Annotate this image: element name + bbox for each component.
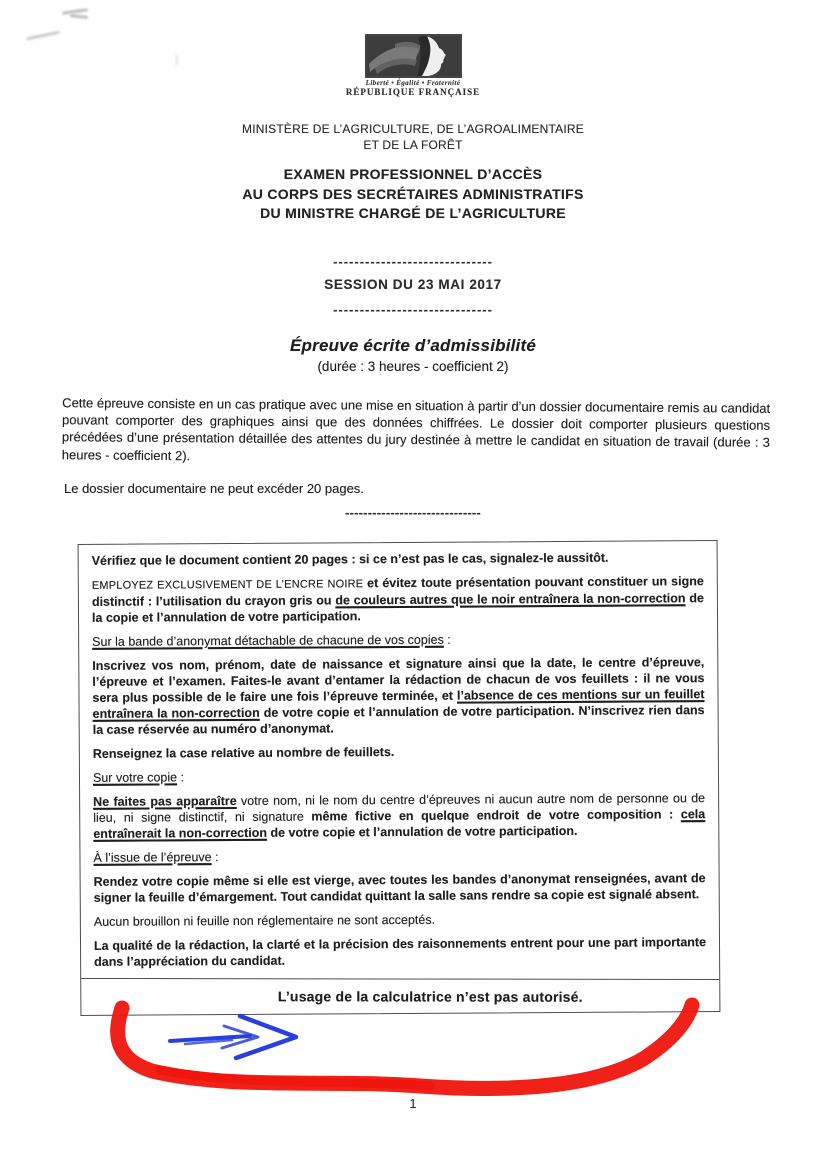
calculator-note: L’usage de la calculatrice n’est pas autorisé. [277,988,583,1005]
instruction-paragraph: Rendez votre copie même si elle est vierge, avec toutes les bandes d’anonymat renseignées, avant de signer la feuille d’émargement. Tout candidat quittant la salle sans rendre sa copie est signalé absent. [93,871,706,905]
exam-subject-title: Épreuve écrite d’admissibilité [290,336,536,355]
red-underline-marker [118,1005,692,1088]
exam-title [0,165,826,224]
instruction-paragraph: Ne faites pas apparaître votre nom, ni le nom du centre d’épreuves ni aucun autre nom de personne ou de lieu, ni signe distinctif, ni signature même fictive en quelque endroit de votre composition : cela entraînerait la non-correction de votre copie et l’annulation de votre participation. [93,791,706,841]
smudge-mark [70,14,88,19]
instruction-paragraph: Inscrivez vos nom, prénom, date de naissance et signature ainsi que la date, le centre d’épreuve, l’épreuve et l’examen. Faites-le avant d’entamer la rédaction de chacun de vos feuillets : il ne vous sera plus possible de le faire une fois l’épreuve terminée, et l’absence de ces mentions sur un feuillet entraînera la non-correction de votre copie et l’annulation de votre participation. N’inscrivez rien dans la case réservée au numéro d’anonymat. [92,655,705,737]
exam-duration: (durée : 3 heures - coefficient 2) [317,359,509,374]
session-title: SESSION DU 23 MAI 2017 [324,277,502,292]
calculator-note-row [81,978,719,1014]
ministry-line-1: MINISTÈRE DE L’AGRICULTURE, DE L’AGROALIMENTAIRE [242,122,584,136]
instruction-paragraph: Aucun brouillon ni feuille non réglementaire ne sont acceptés. [93,912,436,929]
republique-francaise-logo [0,34,826,97]
separator-dashes: ------------------------------ [345,505,481,520]
intro-paragraph: Cette épreuve consiste en un cas pratique avec une mise en situation à partir d’un dossier documentaire remis au candidat pouvant comporter des graphiques ainsi que des données chiffrées. Le dossier doit comporter plusieurs questions précédées d’une présentation détaillée des attentes du jury destinée à mettre le candidat en situation de travail (durée : 3 heures - coefficient 2). [61,395,771,463]
marianne-logo-icon [365,34,462,78]
instruction-paragraph: À l’issue de l’épreuve : [93,850,219,865]
ministry-line-2: ET DE LA FORÊT [363,137,463,152]
exam-title-line-2: AU CORPS DES SECRÉTAIRES ADMINISTRATIFS [242,185,584,202]
red-underline-marker-thickening [160,1070,430,1086]
instruction-paragraph: Vérifiez que le document contient 20 pages : si ce n’est pas le cas, signalez-le aussitôt. [91,550,609,568]
page-number: 1 [409,1096,417,1111]
exam-title-line-3: DU MINISTRE CHARGÉ DE L’AGRICULTURE [260,205,566,221]
instruction-paragraph: Sur votre copie : [92,770,185,785]
logo-motto: Liberté • Égalité • Fraternité [365,79,461,87]
separator-dashes: ------------------------------ [333,254,493,269]
logo-republic-text: RÉPUBLIQUE FRANÇAISE [345,87,481,97]
separator-dashes: ------------------------------ [333,302,493,317]
instruction-paragraph: Renseignez la case relative au nombre de feuillets. [92,745,395,761]
page-limit-note: Le dossier documentaire ne peut excéder 20 pages. [64,481,364,496]
instructions-box [78,540,721,1016]
exam-title-line-1: EXAMEN PROFESSIONNEL D’ACCÈS [283,166,543,182]
instruction-paragraph: Sur la bande d’anonymat détachable de chacune de vos copies : [92,632,451,649]
instruction-paragraph: EMPLOYEZ EXCLUSIVEMENT DE L’ENCRE NOIRE et évitez toute présentation pouvant constituer un signe distinctif : l’utilisation du crayon gris ou de couleurs autres que le noir entraînera la non-correction de la copie et l’annulation de votre participation. [91,574,704,625]
ministry-title [0,122,826,153]
blue-arrow-icon [170,1016,296,1058]
instruction-paragraph: La qualité de la rédaction, la clarté et la précision des raisonnements entrent pour une part importante dans l’appréciation du candidat. [93,935,707,969]
